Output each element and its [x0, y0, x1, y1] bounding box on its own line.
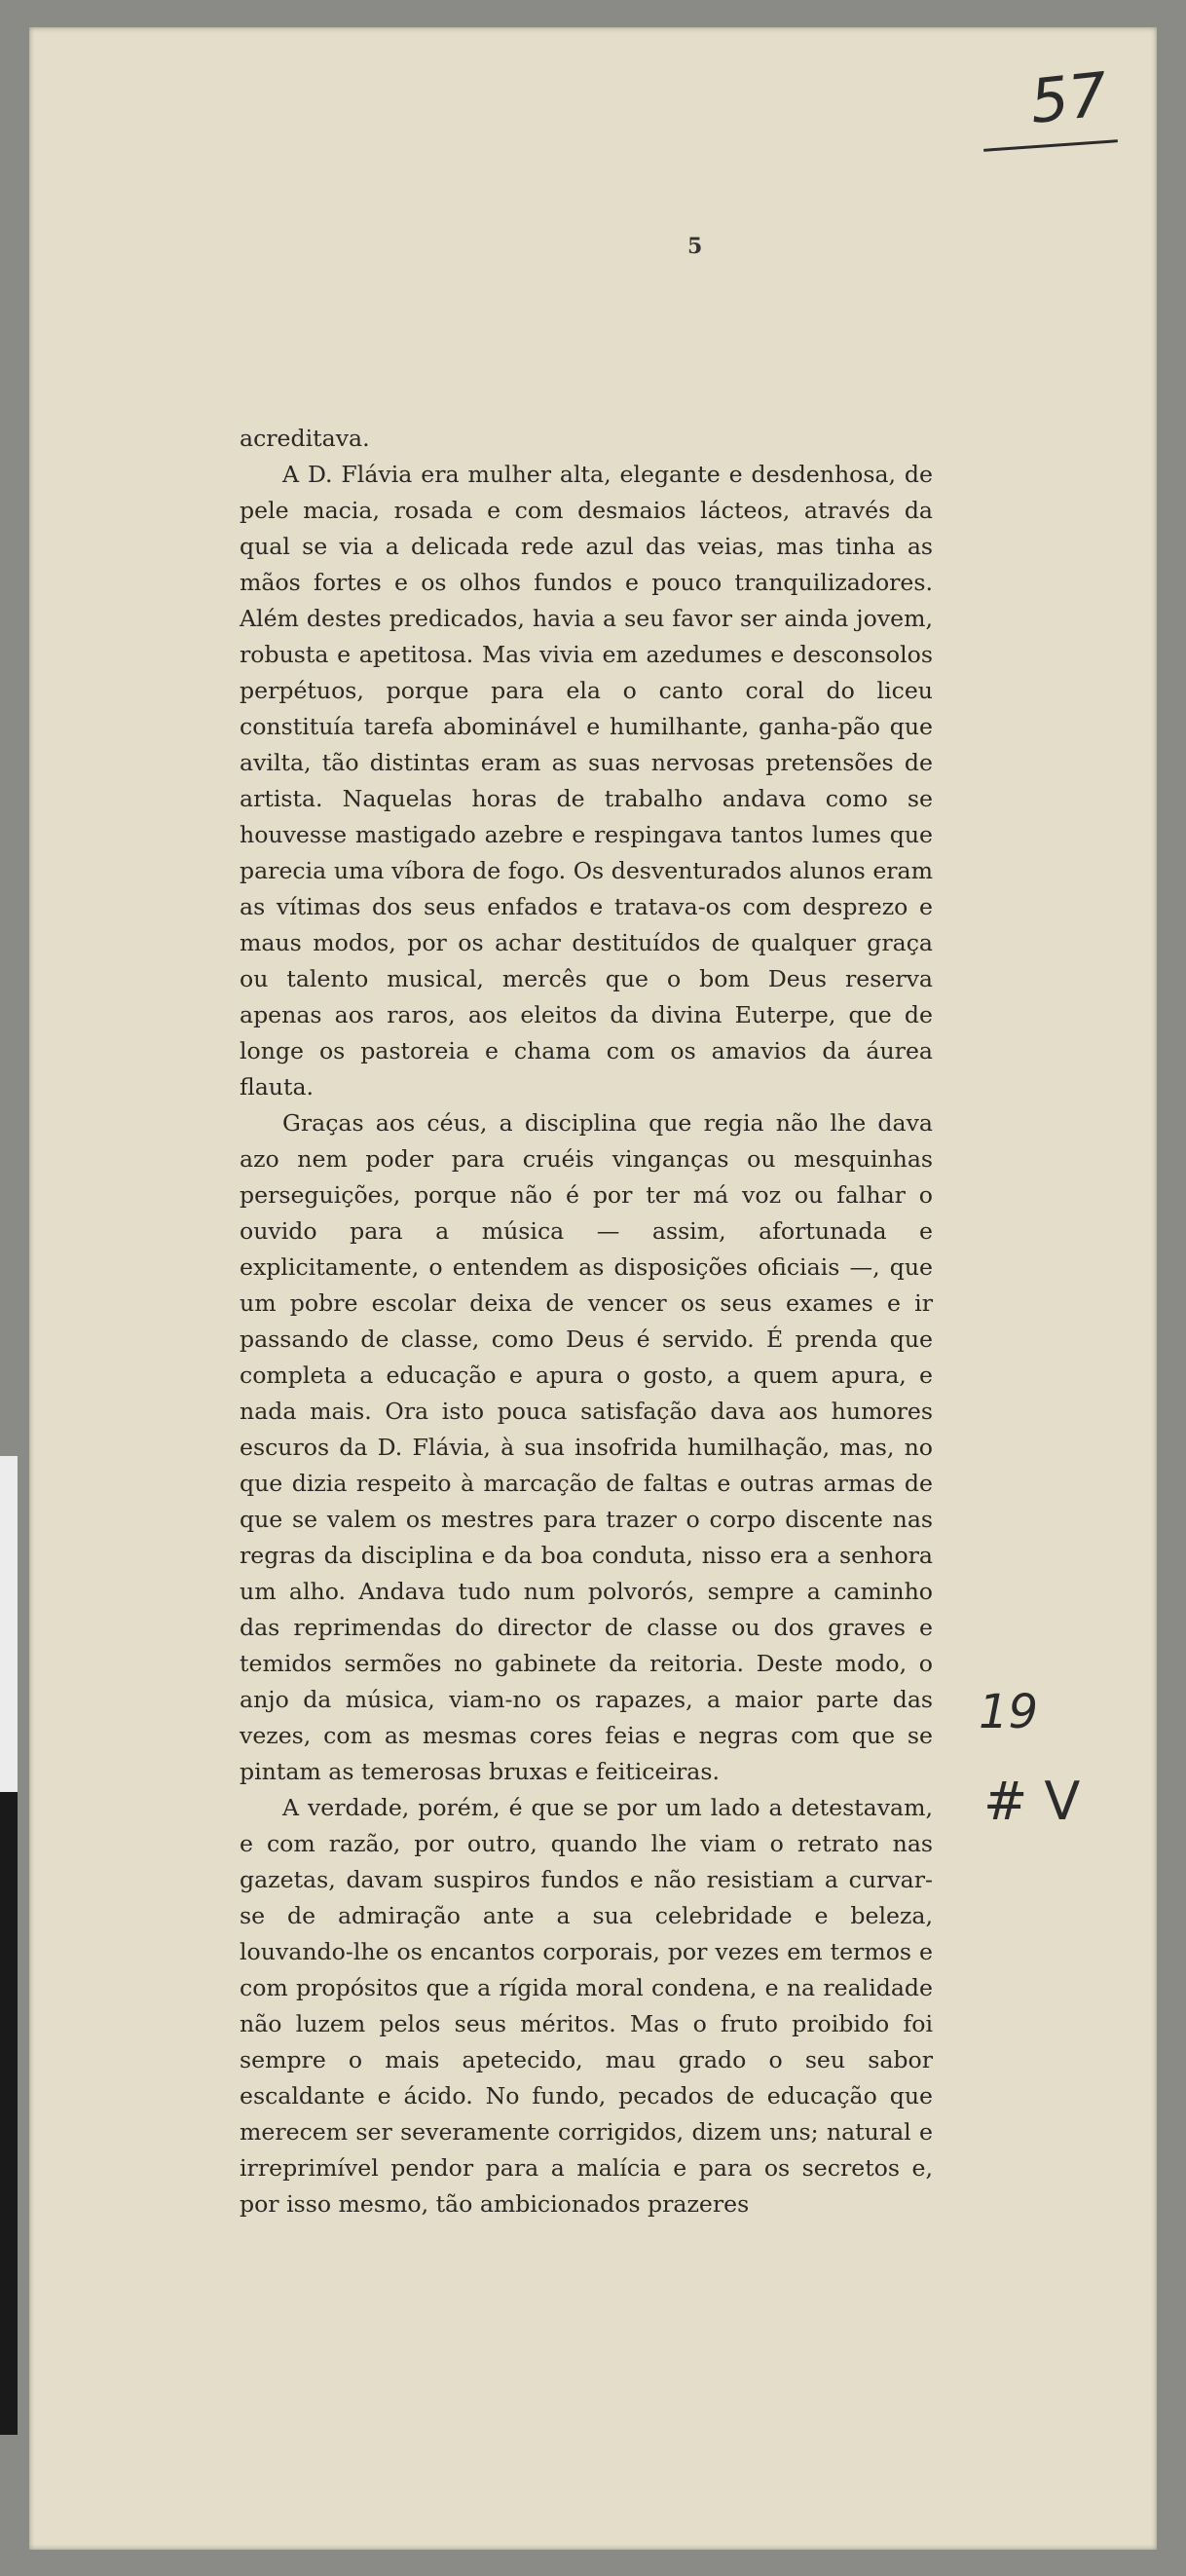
page-mark: 5	[687, 234, 703, 259]
body-text	[240, 421, 933, 2222]
scanner-edge-strip-dark	[0, 1792, 18, 2104]
paragraph-2: A D. Flávia era mulher alta, elegante e desdenhosa, de pele macia, rosada e com desmaios lácteos, através da qual se via a delicada rede azul das veias, mas tinha as mãos fortes e os olhos fundos e pouco tranquilizadores. Além destes predicados, havia a seu favor ser ainda jovem, robusta e apetitosa. Mas vivia em azedumes e desconsolos perpétuos, porque para ela o canto coral do liceu constituía tarefa abominável e humilhante, ganha-pão que avilta, tão distintas eram as suas nervosas pretensões de artista. Naquelas horas de trabalho andava como se houvesse mastigado azebre e respingava tantos lumes que parecia uma víbora de fogo. Os desventurados alunos eram as vítimas dos seus enfados e tratava-os com desprezo e maus modos, por os achar destituídos de qualquer graça ou talento musical, mercês que o bom Deus reserva apenas aos raros, aos eleitos da divina Euterpe, que de longe os pastoreia e chama com os amavios da áurea flauta.	[240, 461, 933, 1101]
paragraph-3: Graças aos céus, a disciplina que regia não lhe dava azo nem poder para cruéis vinganças ou mesquinhas perseguições, porque não é por ter má voz ou falhar o ouvido para a música — assim, afortunada e explicitamente, o entendem as disposições oficiais —, que um pobre escolar deixa de vencer os seus exames e ir passando de classe, como Deus é servido. É prenda que completa a educação e apura o gosto, a quem apura, e nada mais. Ora isto pouca satisfação dava aos humores escuros da D. Flávia, à sua insofrida humilhação, mas, no que dizia respeito à marcação de faltas e outras armas de que se valem os mestres para trazer o corpo discente nas regras da disciplina e da boa conduta, nisso era a senhora um alho. Andava tudo num polvorós, sempre a caminho das reprimendas do director de classe ou dos graves e temidos sermões no gabinete da reitoria. Deste modo, o anjo da música, viam-no os rapazes, a maior parte das vezes, com as mesmas cores feias e negras com que se pintam as temerosas bruxas e feiticeiras.	[240, 1109, 933, 1785]
folio-number: 57	[1026, 58, 1111, 137]
scanner-edge-strip-light	[0, 1456, 18, 1826]
margin-note-mark: # V	[983, 1771, 1081, 1832]
paragraph-4: A verdade, porém, é que se por um lado a detestavam, e com razão, por outro, quando lhe viam o retrato nas gazetas, davam suspiros fundos e não resistiam a curvar-se de admiração ante a sua celebridade e beleza, louvando-lhe os encantos corporais, por vezes em termos e com propósitos que a rígida moral condena, e na realidade não luzem pelos seus méritos. Mas o fruto proibido foi sempre o mais apetecido, mau grado o seu sabor escaldante e ácido. No fundo, pecados de educação que merecem ser severamente corrigidos, dizem uns; natural e irreprimível pendor para a malícia e para os secretos e, por isso mesmo, tão ambicionados prazeres	[240, 1794, 933, 2218]
scanner-edge-strip-dark-lower	[0, 2104, 18, 2435]
margin-note-number: 19	[979, 1685, 1039, 1739]
paragraph-1: acreditava.	[240, 425, 370, 452]
